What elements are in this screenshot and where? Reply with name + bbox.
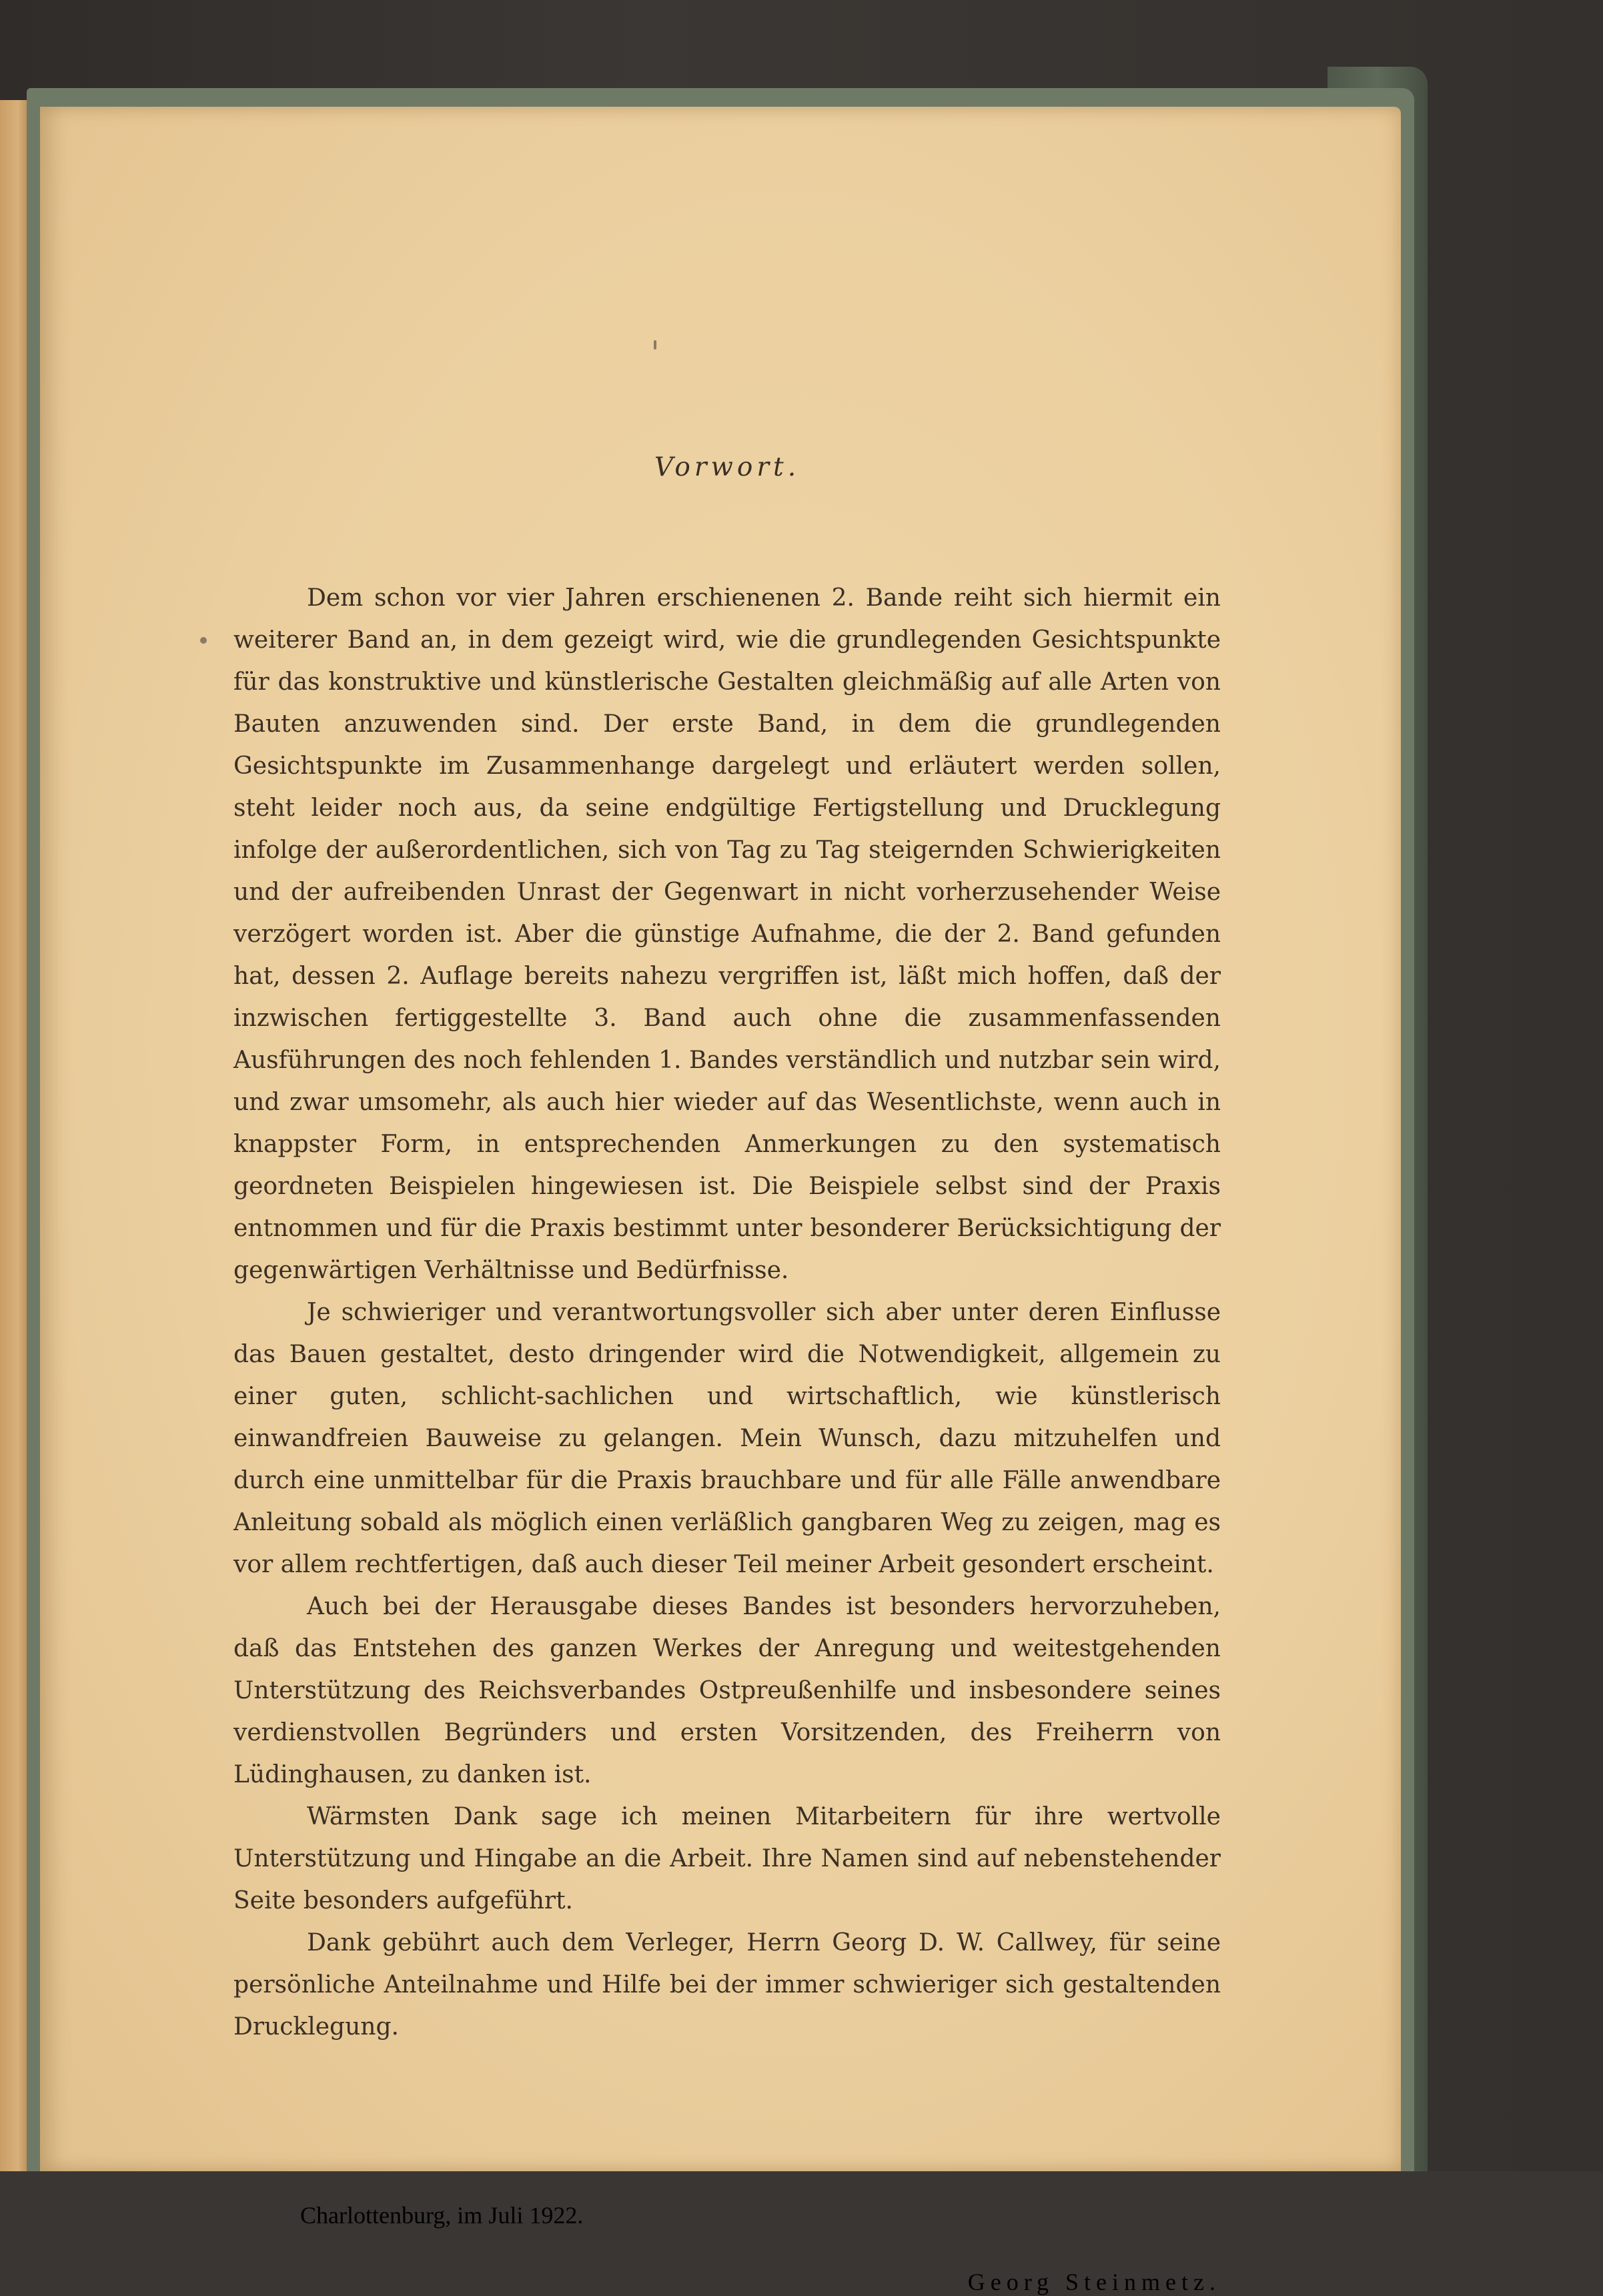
ink-speck bbox=[654, 340, 656, 350]
paragraph-2: Je schwieriger und verantwortungsvoller sich aber unter deren Einflusse das Bauen gestaltet, desto dringender wird die Notwendigkeit, allgemein zu einer guten, schlicht-sachlichen und wirtschaftlich, wie künstlerisch einwandfreien Bauweise zu gelangen. Mein Wunsch, dazu mitzuhelfen und durch eine unmittelbar für die Praxis brauchbare und für alle Fälle anwendbare Anleitung sobald als möglich einen verläßlich gangbaren Weg zu zeigen, mag es vor allem rechtfertigen, daß auch dieser Teil meiner Arbeit gesondert erscheint. bbox=[233, 1299, 1221, 1578]
paragraph-3: Auch bei der Herausgabe dieses Bandes ist besonders hervorzuheben, daß das Entstehen des ganzen Werkes der Anregung und weitestgehenden Unterstützung des Reichsverbandes Ostpreußenhilfe und insbesondere seines verdienstvollen Begründers und ersten Vorsitzenden, des Freiherrn von Lüdinghausen, zu danken ist. bbox=[233, 1593, 1221, 1788]
preface-body bbox=[233, 577, 1221, 2048]
paragraph-4: Wärmsten Dank sage ich meinen Mitarbeitern für ihre wertvolle Unterstützung und Hingabe an die Arbeit. Ihre Namen sind auf nebenstehender Seite besonders aufgeführt. bbox=[233, 1803, 1221, 1914]
author-signature: Georg Steinmetz. bbox=[967, 2269, 1221, 2295]
paragraph-1: Dem schon vor vier Jahren erschienenen 2. Bande reiht sich hiermit ein weiterer Band an, in dem gezeigt wird, wie die grundlegenden Gesichtspunkte für das konstruktive und künstlerische Gestalten gleichmäßig auf alle Arten von Bauten anzuwenden sind. Der erste Band, in dem die grundlegenden Gesichtspunkte im Zusammenhange dargelegt und erläutert werden sollen, steht leider noch aus, da seine endgültige Fertigstellung und Drucklegung infolge der außerordentlichen, sich von Tag zu Tag steigernden Schwierigkeiten und der aufreibenden Unrast der Gegenwart in nicht vorherzusehender Weise verzögert worden ist. Aber die günstige Aufnahme, die der 2. Band gefunden hat, dessen 2. Auflage bereits nahezu vergriffen ist, läßt mich hoffen, daß der inzwischen fertiggestellte 3. Band auch ohne die zusammenfassenden Ausführungen des noch fehlenden 1. Bandes verständlich und nutzbar sein wird, und zwar umsomehr, als auch hier wieder auf das Wesentlichste, wenn auch in knappster Form, in entsprechenden Anmerkungen zu den systematisch geordneten Beispielen hingewiesen ist. Die Beispiele selbst sind der Praxis entnommen und für die Praxis bestimmt unter besonderer Berücksichtigung der gegenwärtigen Verhältnisse und Bedürfnisse. bbox=[233, 584, 1221, 1284]
book-page bbox=[40, 107, 1401, 2171]
ink-speck bbox=[200, 637, 207, 644]
paragraph-5: Dank gebührt auch dem Verleger, Herrn Georg D. W. Callwey, für seine persönliche Anteilnahme und Hilfe bei der immer schwieriger sich gestaltenden Drucklegung. bbox=[233, 1929, 1221, 2041]
page-title: Vorwort. bbox=[654, 452, 800, 482]
place-and-date: Charlottenburg, im Juli 1922. bbox=[300, 2202, 584, 2229]
